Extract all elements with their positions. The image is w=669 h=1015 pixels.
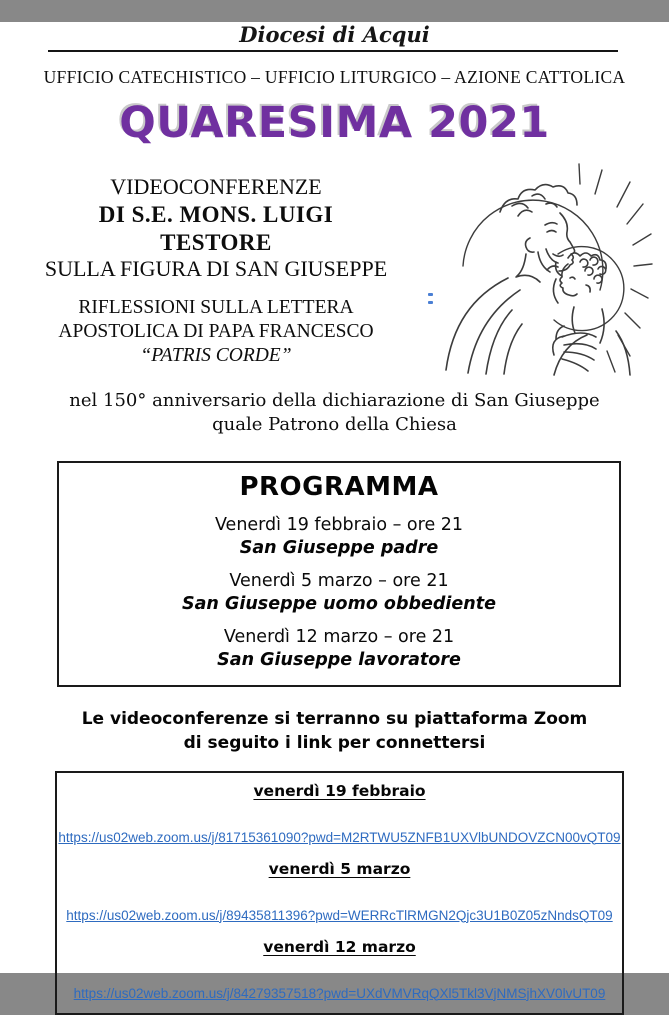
link-group-5-marzo bbox=[57, 860, 622, 925]
reflection-block bbox=[0, 296, 432, 367]
anniversary-line-2: quale Patrono della Chiesa bbox=[212, 413, 457, 435]
link-group-19-febbraio bbox=[57, 782, 622, 847]
zoom-note-line-1: Le videoconferenze si terranno su piattaforma Zoom bbox=[81, 708, 588, 729]
intro-line-speaker-2: TESTORE bbox=[160, 229, 272, 255]
reflection-line-1: RIFLESSIONI SULLA LETTERA bbox=[78, 297, 354, 319]
stray-ink-marks bbox=[428, 293, 434, 307]
program-item-3 bbox=[59, 627, 619, 670]
program-box bbox=[57, 461, 621, 687]
intro-text-block bbox=[0, 158, 432, 367]
zoom-link-5-marzo[interactable]: https://us02web.zoom.us/j/89435811396?pwd=WERRcTlRMGN2Qjc3U1B0Z05zNndsQT09 bbox=[66, 907, 613, 923]
intro-line-subject: SULLA FIGURA DI SAN GIUSEPPE bbox=[44, 256, 388, 282]
saint-joseph-with-child-illustration bbox=[434, 158, 652, 376]
reflection-line-2: APOSTOLICA DI PAPA FRANCESCO bbox=[58, 320, 374, 342]
program-topic-3: San Giuseppe lavoratore bbox=[217, 649, 461, 670]
header-rule bbox=[48, 50, 618, 52]
link-label-5-marzo: venerdì 5 marzo bbox=[268, 859, 411, 878]
intro-line-speaker-1: DI S.E. MONS. LUIGI bbox=[98, 201, 334, 227]
anniversary-line-1: nel 150° anniversario della dichiarazione di San Giuseppe bbox=[69, 390, 600, 412]
links-box bbox=[55, 771, 624, 1015]
intro-section bbox=[0, 158, 669, 376]
program-date-3: Venerdì 12 marzo – ore 21 bbox=[223, 626, 455, 647]
program-item-1 bbox=[59, 515, 619, 558]
reflection-line-patris-corde: “PATRIS CORDE” bbox=[140, 344, 292, 366]
zoom-platform-note bbox=[0, 708, 669, 756]
zoom-link-12-marzo[interactable]: https://us02web.zoom.us/j/84279357518?pwd=UXdVMVRqQXl5Tkl3VjNMSjhXV0lvUT09 bbox=[73, 985, 606, 1001]
program-title: PROGRAMMA bbox=[239, 471, 439, 502]
link-label-19-febbraio: venerdì 19 febbraio bbox=[253, 781, 426, 800]
program-topic-1: San Giuseppe padre bbox=[239, 537, 439, 558]
anniversary-note bbox=[0, 389, 669, 436]
program-topic-2: San Giuseppe uomo obbediente bbox=[182, 593, 496, 614]
link-label-12-marzo: venerdì 12 marzo bbox=[263, 937, 416, 956]
flyer-page bbox=[0, 22, 669, 1001]
program-item-2 bbox=[59, 571, 619, 614]
link-group-12-marzo bbox=[57, 938, 622, 1003]
diocese-title: Diocesi di Acqui bbox=[239, 22, 430, 47]
zoom-link-19-febbraio[interactable]: https://us02web.zoom.us/j/81715361090?pwd=M2RTWU5ZNFB1UXVlbUNDOVZCN00vQT09 bbox=[58, 829, 621, 845]
offices-line: UFFICIO CATECHISTICO – UFFICIO LITURGICO – AZIONE CATTOLICA bbox=[43, 67, 626, 87]
intro-line-videoconferenze: VIDEOCONFERENZE bbox=[110, 174, 322, 200]
program-date-2: Venerdì 5 marzo – ore 21 bbox=[229, 570, 449, 591]
program-date-1: Venerdì 19 febbraio – ore 21 bbox=[214, 514, 464, 535]
page-title: QUARESIMA 2021 bbox=[119, 98, 550, 148]
zoom-note-line-2: di seguito i link per connettersi bbox=[183, 732, 486, 753]
